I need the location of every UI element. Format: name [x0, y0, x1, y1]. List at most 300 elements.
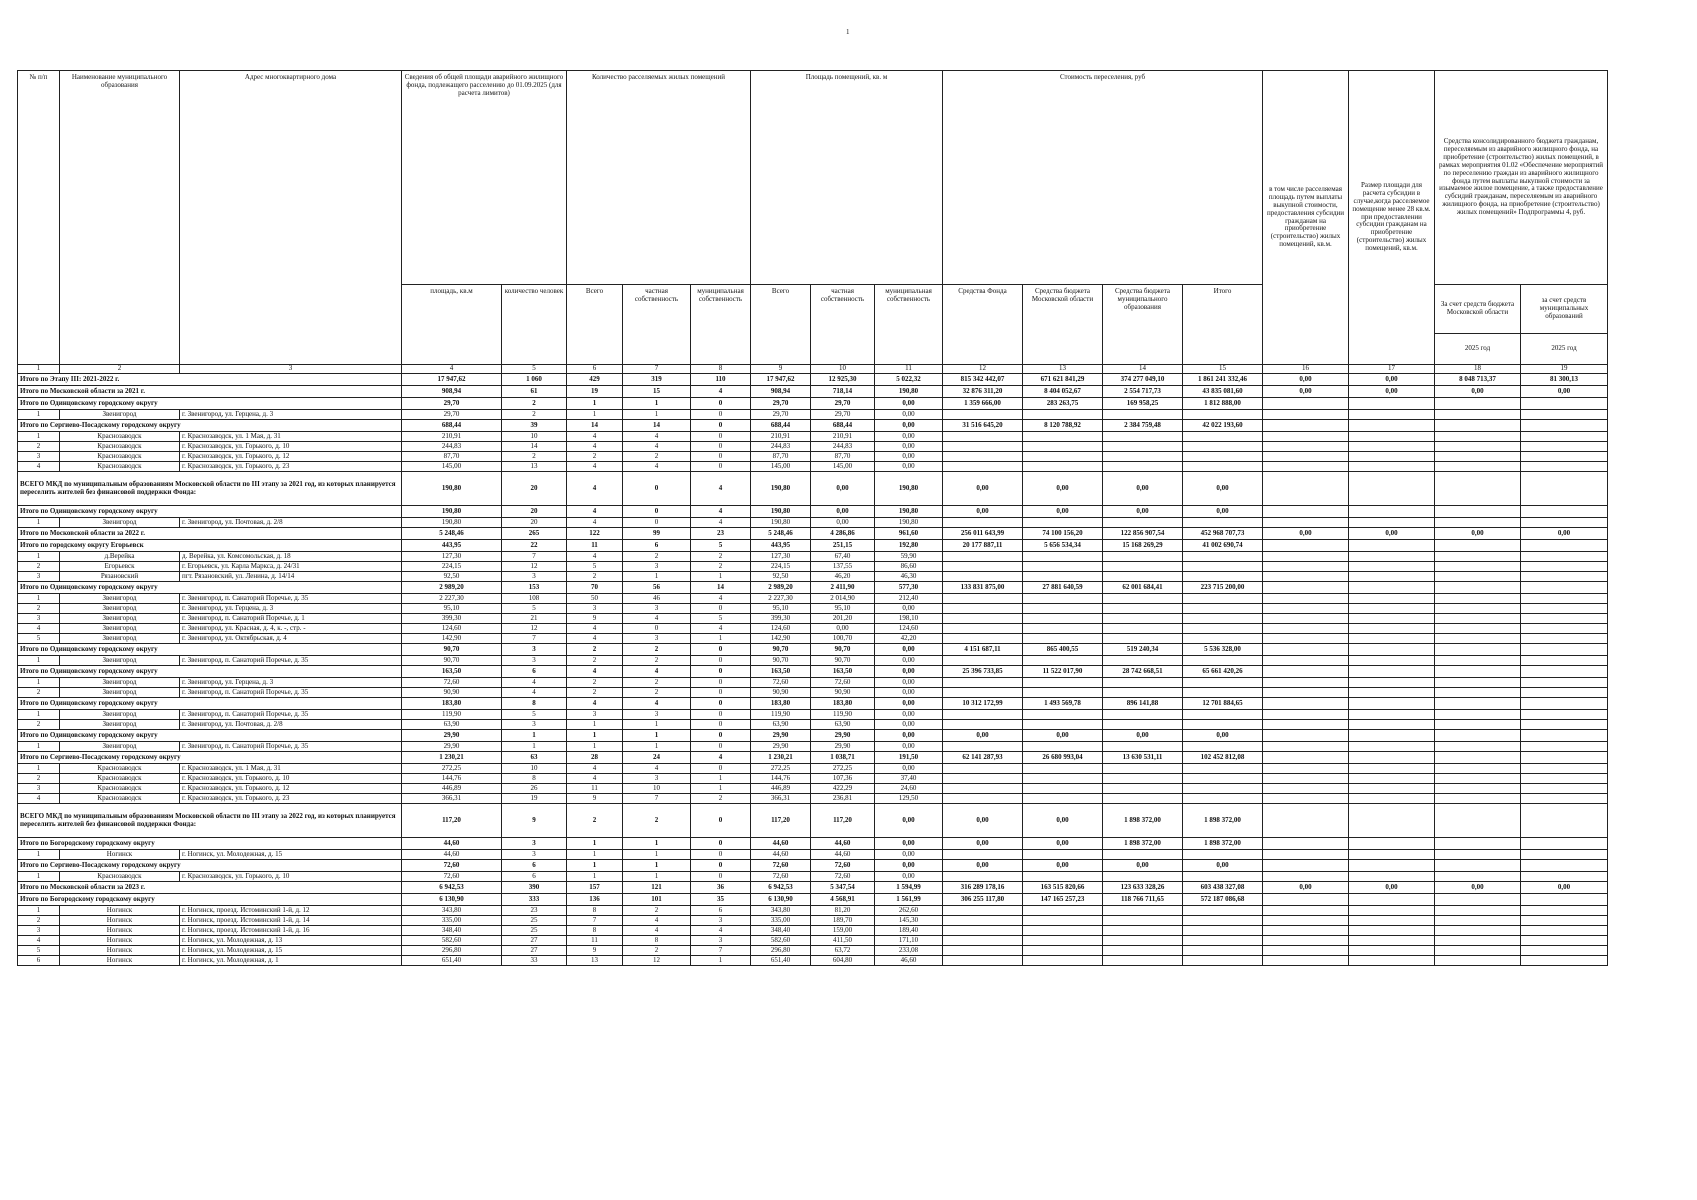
value-cell: 1 230,21: [751, 752, 811, 764]
value-cell: [1435, 582, 1521, 594]
value-cell: [1263, 804, 1349, 838]
empty-cell: [1183, 678, 1263, 688]
header-sub-people: количество человек: [502, 285, 567, 365]
value-cell: 210,91: [751, 432, 811, 442]
value-cell: 1: [623, 572, 691, 582]
value-cell: [1435, 894, 1521, 906]
value-cell: 0: [691, 688, 751, 698]
row-address: г. Ногинск, ул. Молодежная, д. 15: [180, 850, 402, 860]
value-cell: [1263, 472, 1349, 506]
empty-cell: [1183, 624, 1263, 634]
empty-cell: [1103, 452, 1183, 462]
value-cell: 144,76: [402, 774, 502, 784]
empty-cell: [1435, 946, 1521, 956]
value-cell: 0: [623, 624, 691, 634]
header-sub-mun-budget: Средства бюджета муниципального образования: [1103, 285, 1183, 365]
empty-cell: [943, 720, 1023, 730]
row-number: 6: [18, 956, 60, 966]
value-cell: [1349, 894, 1435, 906]
value-cell: 3: [502, 656, 567, 666]
value-cell: 43 835 081,60: [1183, 386, 1263, 398]
empty-cell: [1349, 634, 1435, 644]
row-number: 2: [18, 720, 60, 730]
value-cell: 582,60: [402, 936, 502, 946]
value-cell: 124,60: [402, 624, 502, 634]
value-cell: 90,70: [402, 656, 502, 666]
value-cell: 2 554 717,73: [1103, 386, 1183, 398]
value-cell: 1: [567, 720, 623, 730]
value-cell: 74 100 156,20: [1023, 528, 1103, 540]
empty-cell: [943, 634, 1023, 644]
value-cell: [1521, 420, 1608, 432]
empty-cell: [1435, 926, 1521, 936]
value-cell: 92,50: [751, 572, 811, 582]
value-cell: [1521, 730, 1608, 742]
value-cell: 335,00: [751, 916, 811, 926]
value-cell: 12 925,30: [811, 374, 875, 386]
column-number-cell: 13: [1023, 365, 1103, 374]
empty-cell: [1435, 552, 1521, 562]
value-cell: 366,31: [751, 794, 811, 804]
empty-cell: [1263, 916, 1349, 926]
value-cell: 3: [502, 644, 567, 656]
empty-cell: [943, 452, 1023, 462]
value-cell: 319: [623, 374, 691, 386]
column-number-cell: 10: [811, 365, 875, 374]
row-address: г. Звенигород, ул. Герцена, д. 3: [180, 410, 402, 420]
empty-cell: [1349, 572, 1435, 582]
row-number: 5: [18, 634, 60, 644]
summary-row: [18, 804, 1608, 838]
empty-cell: [1183, 784, 1263, 794]
empty-cell: [1183, 916, 1263, 926]
value-cell: 5: [691, 540, 751, 552]
empty-cell: [1183, 906, 1263, 916]
row-label: Итого по Этапу III: 2021-2022 г.: [18, 374, 402, 386]
row-mo-name: Краснозаводск: [60, 764, 180, 774]
value-cell: 422,29: [811, 784, 875, 794]
value-cell: [1435, 838, 1521, 850]
value-cell: 119,90: [811, 710, 875, 720]
row-address: г. Краснозаводск, ул. Горького, д. 23: [180, 794, 402, 804]
house-row: [18, 656, 1608, 666]
value-cell: 390: [502, 882, 567, 894]
value-cell: 7: [623, 794, 691, 804]
row-address: г. Краснозаводск, ул. Горького, д. 10: [180, 774, 402, 784]
value-cell: 10: [623, 784, 691, 794]
value-cell: 210,91: [811, 432, 875, 442]
row-address: г. Егорьевск, ул. Карла Маркса, д. 24/31: [180, 562, 402, 572]
house-row: [18, 572, 1608, 582]
value-cell: [1521, 860, 1608, 872]
value-cell: 0,00: [875, 666, 943, 678]
value-cell: 25: [502, 926, 567, 936]
value-cell: 95,10: [751, 604, 811, 614]
empty-cell: [1103, 774, 1183, 784]
empty-cell: [943, 784, 1023, 794]
value-cell: [1521, 540, 1608, 552]
value-cell: 815 342 442,07: [943, 374, 1023, 386]
row-mo-name: Звенигород: [60, 410, 180, 420]
value-cell: [1349, 730, 1435, 742]
value-cell: [1521, 472, 1608, 506]
value-cell: 1 493 569,78: [1023, 698, 1103, 710]
value-cell: 256 011 643,99: [943, 528, 1023, 540]
house-row: [18, 634, 1608, 644]
value-cell: 4: [691, 518, 751, 528]
value-cell: 1: [623, 730, 691, 742]
house-row: [18, 624, 1608, 634]
row-mo-name: Звенигород: [60, 656, 180, 666]
value-cell: [1349, 860, 1435, 872]
value-cell: 2 989,20: [751, 582, 811, 594]
value-cell: [1435, 698, 1521, 710]
house-row: [18, 462, 1608, 472]
empty-cell: [1349, 678, 1435, 688]
value-cell: 3: [567, 710, 623, 720]
header-sub-count-municipal: муниципальная собственность: [691, 285, 751, 365]
value-cell: 6: [623, 540, 691, 552]
value-cell: 1: [502, 730, 567, 742]
empty-cell: [943, 850, 1023, 860]
row-address: г. Ногинск, ул. Молодежная, д. 15: [180, 946, 402, 956]
value-cell: 1: [623, 860, 691, 872]
empty-cell: [943, 742, 1023, 752]
value-cell: 15: [623, 386, 691, 398]
row-address: г. Краснозаводск, ул. 1 Мая, д. 31: [180, 764, 402, 774]
empty-cell: [1023, 634, 1103, 644]
row-number: 3: [18, 572, 60, 582]
header-sub-sq-private: частная собственность: [811, 285, 875, 365]
value-cell: 1 861 241 332,46: [1183, 374, 1263, 386]
value-cell: 62 001 684,41: [1103, 582, 1183, 594]
value-cell: 90,70: [751, 644, 811, 656]
value-cell: 9: [567, 794, 623, 804]
value-cell: 0,00: [1103, 506, 1183, 518]
header-group-count: Количество расселяемых жилых помещений: [567, 71, 751, 285]
empty-cell: [943, 462, 1023, 472]
value-cell: 56: [623, 582, 691, 594]
value-cell: 348,40: [402, 926, 502, 936]
value-cell: [1263, 860, 1349, 872]
value-cell: 12: [502, 624, 567, 634]
empty-cell: [1103, 784, 1183, 794]
value-cell: 0,00: [943, 860, 1023, 872]
value-cell: [1349, 838, 1435, 850]
value-cell: 0,00: [811, 472, 875, 506]
value-cell: 4: [623, 666, 691, 678]
value-cell: 0,00: [1349, 882, 1435, 894]
row-address: д. Верейка, ул. Комсомольская, д. 18: [180, 552, 402, 562]
value-cell: 4: [567, 764, 623, 774]
empty-cell: [943, 916, 1023, 926]
empty-cell: [1023, 794, 1103, 804]
empty-cell: [1349, 850, 1435, 860]
row-address: г. Ногинск, проезд. Истоминский 1-й, д. 14: [180, 916, 402, 926]
value-cell: 2 227,30: [751, 594, 811, 604]
value-cell: 6: [502, 860, 567, 872]
value-cell: 1: [623, 398, 691, 410]
value-cell: 189,70: [811, 916, 875, 926]
empty-cell: [1023, 926, 1103, 936]
empty-cell: [1183, 710, 1263, 720]
group-total-row: [18, 374, 1608, 386]
value-cell: 2: [623, 644, 691, 656]
value-cell: 20: [502, 506, 567, 518]
value-cell: 4: [691, 624, 751, 634]
column-number-cell: 3: [180, 365, 402, 374]
value-cell: 236,81: [811, 794, 875, 804]
empty-cell: [1263, 410, 1349, 420]
value-cell: 0,00: [1263, 374, 1349, 386]
value-cell: 0: [623, 506, 691, 518]
value-cell: 0,00: [1349, 528, 1435, 540]
value-cell: 3: [623, 634, 691, 644]
value-cell: 0,00: [875, 604, 943, 614]
value-cell: 0,00: [811, 518, 875, 528]
value-cell: 0: [691, 804, 751, 838]
value-cell: 67,40: [811, 552, 875, 562]
value-cell: 190,80: [751, 472, 811, 506]
value-cell: 37,40: [875, 774, 943, 784]
empty-cell: [1349, 926, 1435, 936]
value-cell: 122 856 907,54: [1103, 528, 1183, 540]
empty-cell: [1263, 518, 1349, 528]
empty-cell: [1103, 872, 1183, 882]
value-cell: 6 942,53: [402, 882, 502, 894]
value-cell: 9: [567, 946, 623, 956]
row-mo-name: Звенигород: [60, 614, 180, 624]
value-cell: 399,30: [402, 614, 502, 624]
row-address: г. Звенигород, ул. Герцена, д. 3: [180, 604, 402, 614]
value-cell: 0,00: [875, 420, 943, 432]
empty-cell: [943, 926, 1023, 936]
value-cell: 2: [502, 410, 567, 420]
empty-cell: [1263, 872, 1349, 882]
value-cell: [1263, 752, 1349, 764]
value-cell: 90,70: [811, 656, 875, 666]
row-number: 4: [18, 462, 60, 472]
value-cell: 0,00: [1183, 860, 1263, 872]
empty-cell: [1435, 432, 1521, 442]
value-cell: 61: [502, 386, 567, 398]
empty-cell: [1435, 956, 1521, 966]
value-cell: 44,60: [402, 850, 502, 860]
empty-cell: [1435, 442, 1521, 452]
row-mo-name: Краснозаводск: [60, 462, 180, 472]
empty-cell: [1023, 656, 1103, 666]
house-row: [18, 850, 1608, 860]
value-cell: 29,90: [811, 742, 875, 752]
row-mo-name: Звенигород: [60, 518, 180, 528]
value-cell: 0,00: [875, 442, 943, 452]
value-cell: 0: [691, 462, 751, 472]
value-cell: 1: [567, 850, 623, 860]
empty-cell: [1349, 432, 1435, 442]
row-mo-name: Краснозаводск: [60, 794, 180, 804]
empty-cell: [1183, 452, 1263, 462]
empty-cell: [1263, 784, 1349, 794]
value-cell: 6: [502, 666, 567, 678]
empty-cell: [1023, 906, 1103, 916]
empty-cell: [943, 442, 1023, 452]
empty-cell: [1103, 850, 1183, 860]
group-total-row: [18, 730, 1608, 742]
value-cell: 0,00: [875, 764, 943, 774]
empty-cell: [1183, 614, 1263, 624]
value-cell: 90,90: [811, 688, 875, 698]
value-cell: 908,94: [751, 386, 811, 398]
value-cell: 90,70: [402, 644, 502, 656]
value-cell: 87,70: [811, 452, 875, 462]
empty-cell: [1103, 794, 1183, 804]
value-cell: 70: [567, 582, 623, 594]
row-mo-name: Ногинск: [60, 850, 180, 860]
empty-cell: [1435, 572, 1521, 582]
value-cell: 3: [623, 562, 691, 572]
header-sub-mo-budget: Средства бюджета Московской области: [1023, 285, 1103, 365]
column-number-cell: 6: [567, 365, 623, 374]
value-cell: 4: [623, 926, 691, 936]
empty-cell: [1521, 634, 1608, 644]
value-cell: 2: [691, 794, 751, 804]
value-cell: 12: [502, 562, 567, 572]
empty-cell: [1435, 410, 1521, 420]
value-cell: [1435, 644, 1521, 656]
empty-cell: [1521, 432, 1608, 442]
value-cell: 17 947,62: [402, 374, 502, 386]
value-cell: 4: [691, 594, 751, 604]
value-cell: 4: [567, 462, 623, 472]
value-cell: 265: [502, 528, 567, 540]
column-number-cell: 11: [875, 365, 943, 374]
value-cell: 8: [567, 926, 623, 936]
value-cell: 46,60: [875, 956, 943, 966]
empty-cell: [1435, 720, 1521, 730]
empty-cell: [1183, 572, 1263, 582]
group-total-row: [18, 644, 1608, 656]
empty-cell: [1023, 916, 1103, 926]
house-row: [18, 764, 1608, 774]
value-cell: 4: [567, 432, 623, 442]
value-cell: 0: [691, 730, 751, 742]
resettlement-table: [17, 70, 1608, 966]
value-cell: 577,30: [875, 582, 943, 594]
value-cell: 1: [623, 872, 691, 882]
empty-cell: [1103, 432, 1183, 442]
row-label: Итого по Одинцовскому городскому округу: [18, 506, 402, 518]
empty-cell: [1023, 604, 1103, 614]
empty-cell: [1521, 624, 1608, 634]
value-cell: 90,70: [751, 656, 811, 666]
group-total-row: [18, 860, 1608, 872]
empty-cell: [1349, 906, 1435, 916]
empty-cell: [1521, 906, 1608, 916]
empty-cell: [1521, 784, 1608, 794]
value-cell: 29,70: [751, 398, 811, 410]
value-cell: 961,60: [875, 528, 943, 540]
header-sub-area: площадь, кв.м: [402, 285, 502, 365]
value-cell: 32 876 311,20: [943, 386, 1023, 398]
value-cell: 190,80: [875, 506, 943, 518]
value-cell: 0: [691, 644, 751, 656]
empty-cell: [1263, 624, 1349, 634]
value-cell: 0,00: [943, 472, 1023, 506]
empty-cell: [1435, 850, 1521, 860]
house-row: [18, 794, 1608, 804]
value-cell: 0,00: [875, 462, 943, 472]
value-cell: 0: [691, 698, 751, 710]
empty-cell: [1521, 688, 1608, 698]
value-cell: 4: [567, 506, 623, 518]
table-header: [18, 71, 1608, 374]
row-mo-name: Ногинск: [60, 926, 180, 936]
value-cell: 122: [567, 528, 623, 540]
empty-cell: [1435, 916, 1521, 926]
row-address: г. Краснозаводск, ул. Горького, д. 10: [180, 872, 402, 882]
value-cell: 1 230,21: [402, 752, 502, 764]
empty-cell: [1349, 794, 1435, 804]
empty-cell: [1263, 442, 1349, 452]
value-cell: 603 438 327,08: [1183, 882, 1263, 894]
value-cell: 5 347,54: [811, 882, 875, 894]
value-cell: 2: [567, 656, 623, 666]
value-cell: 223 715 200,00: [1183, 582, 1263, 594]
value-cell: 133 831 875,00: [943, 582, 1023, 594]
row-address: г. Звенигород, ул. Красная, д. 4, к. -, стр. -: [180, 624, 402, 634]
empty-cell: [1521, 518, 1608, 528]
value-cell: [1521, 506, 1608, 518]
empty-cell: [943, 572, 1023, 582]
value-cell: 718,14: [811, 386, 875, 398]
value-cell: [1349, 698, 1435, 710]
value-cell: [1349, 472, 1435, 506]
value-cell: 3: [691, 916, 751, 926]
value-cell: 2: [623, 678, 691, 688]
value-cell: 190,80: [402, 518, 502, 528]
value-cell: 0,00: [1263, 528, 1349, 540]
row-address: г. Краснозаводск, ул. 1 Мая, д. 31: [180, 432, 402, 442]
group-total-row: [18, 420, 1608, 432]
value-cell: 123 633 328,26: [1103, 882, 1183, 894]
house-row: [18, 946, 1608, 956]
value-cell: 44,60: [811, 838, 875, 850]
empty-cell: [1435, 462, 1521, 472]
value-cell: 0,00: [1521, 882, 1608, 894]
house-row: [18, 936, 1608, 946]
empty-cell: [1521, 710, 1608, 720]
value-cell: 8 048 713,37: [1435, 374, 1521, 386]
value-cell: 24: [623, 752, 691, 764]
empty-cell: [1103, 604, 1183, 614]
value-cell: 117,20: [402, 804, 502, 838]
header-col-mo-name: Наименование муниципального образования: [60, 71, 180, 365]
value-cell: 26: [502, 784, 567, 794]
row-label: Итого по Одинцовскому городскому округу: [18, 582, 402, 594]
row-mo-name: Ногинск: [60, 956, 180, 966]
row-label: Итого по городскому округу Егорьевск: [18, 540, 402, 552]
value-cell: 0,00: [1349, 386, 1435, 398]
value-cell: 42 022 193,60: [1183, 420, 1263, 432]
empty-cell: [1023, 872, 1103, 882]
header-sub-count-total: Всего: [567, 285, 623, 365]
row-mo-name: Звенигород: [60, 678, 180, 688]
empty-cell: [1521, 572, 1608, 582]
value-cell: 29,90: [811, 730, 875, 742]
empty-cell: [1263, 764, 1349, 774]
value-cell: 6 130,90: [751, 894, 811, 906]
empty-cell: [1521, 410, 1608, 420]
